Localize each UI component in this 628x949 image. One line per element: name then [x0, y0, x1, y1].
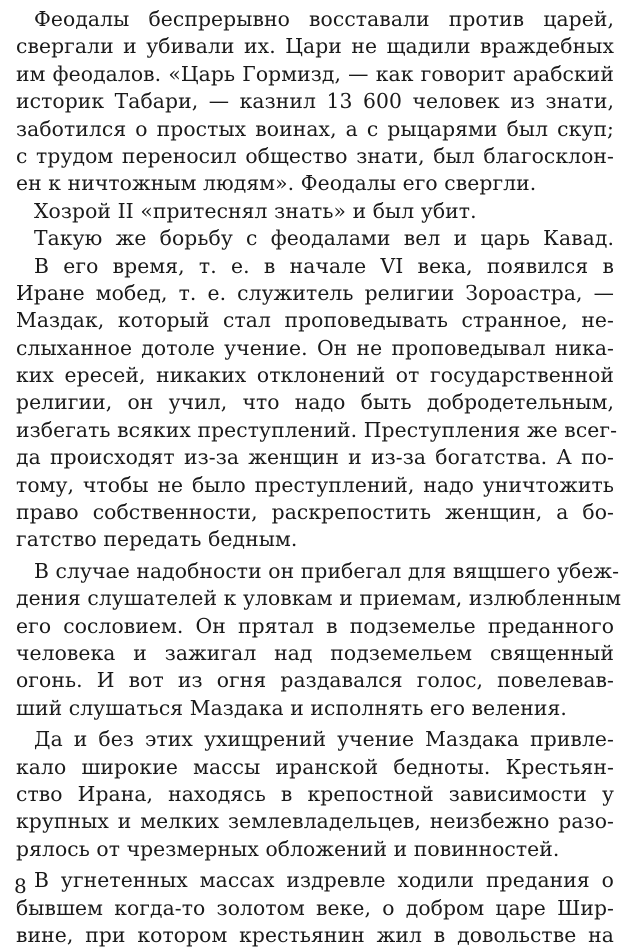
text-line: Маздак, который стал проповедывать странное, не- [16, 308, 614, 333]
text-line: слыханное дотоле учение. Он не проповедывал ника- [16, 335, 614, 360]
text-line: избегать всяких преступлений. Преступления же всег- [16, 417, 618, 442]
text-line: Иране мобед, т. е. служитель религии Зороастра, — [16, 280, 614, 305]
text-line: с трудом переносил общество знати, был благосклон- [16, 143, 614, 168]
text-line: ких ересей, никаких отклонений от государственной [16, 363, 614, 388]
text-line: рялось от чрезмерных обложений и повинностей. [16, 836, 560, 861]
text-line: крупных и мелких землевладельцев, неизбежно разо- [16, 809, 614, 834]
text-line: да происходят из-за женщин и из-за богатства. А по- [16, 445, 614, 470]
text-line: человека и зажигал над подземельем священный [16, 640, 614, 665]
text-line: Хозрой II «притеснял знать» и был убит. [34, 198, 477, 223]
text-line: В угнетенных массах издревле ходили предания о [34, 868, 614, 893]
text-line: Феодалы беспрерывно восставали против царей, [34, 7, 614, 31]
text-line: кало широкие массы иранской бедноты. Крестьян- [16, 754, 614, 779]
text-line: бывшем когда-то золотом веке, о добром царе Шир- [16, 895, 614, 920]
text-line: гатство передать бедным. [16, 527, 298, 552]
text-line: заботился о простых воинах, а с рыцарями был скуп; [16, 116, 614, 141]
text-line: вине, при котором крестьянин жил в довольстве на [16, 922, 614, 947]
text-line: огонь. И вот из огня раздавался голос, повелевав- [16, 668, 614, 693]
text-line: историк Табари, — казнил 13 600 человек из знати, [16, 89, 614, 114]
text-line: ший слушаться Маздака и исполнять его веления. [16, 695, 567, 720]
text-line: Да и без этих ухищрений учение Маздака привле- [34, 727, 614, 752]
text-line: религии, он учил, что надо быть добродетельным, [16, 390, 614, 415]
text-line: Такую же борьбу с феодалами вел и царь Кавад. [34, 226, 614, 251]
page-number: 8 [14, 874, 27, 898]
text-line: ство Ирана, находясь в крепостной зависимости у [16, 781, 614, 806]
text-line: свергали и убивали их. Цари не щадили враждебных [16, 34, 614, 59]
text-line: его сословием. Он прятал в подземелье преданного [16, 613, 614, 638]
text-line: право собственности, раскрепостить женщин, а бо- [16, 500, 614, 525]
text-line: тому, чтобы не было преступлений, надо уничтожить [16, 472, 614, 497]
text-line: дения слушателей к уловкам и приемам, излюбленным [16, 586, 622, 611]
text-line: В его время, т. е. в начале VI века, появился в [34, 253, 614, 278]
text-line: В случае надобности он прибегал для вящшего убеж- [34, 558, 620, 583]
text-line: им феодалов. «Царь Гормизд, — как говорит арабский [16, 61, 614, 86]
text-line: ен к ничтожным людям». Феодалы его свергли. [16, 171, 537, 196]
body-text [16, 6, 622, 949]
